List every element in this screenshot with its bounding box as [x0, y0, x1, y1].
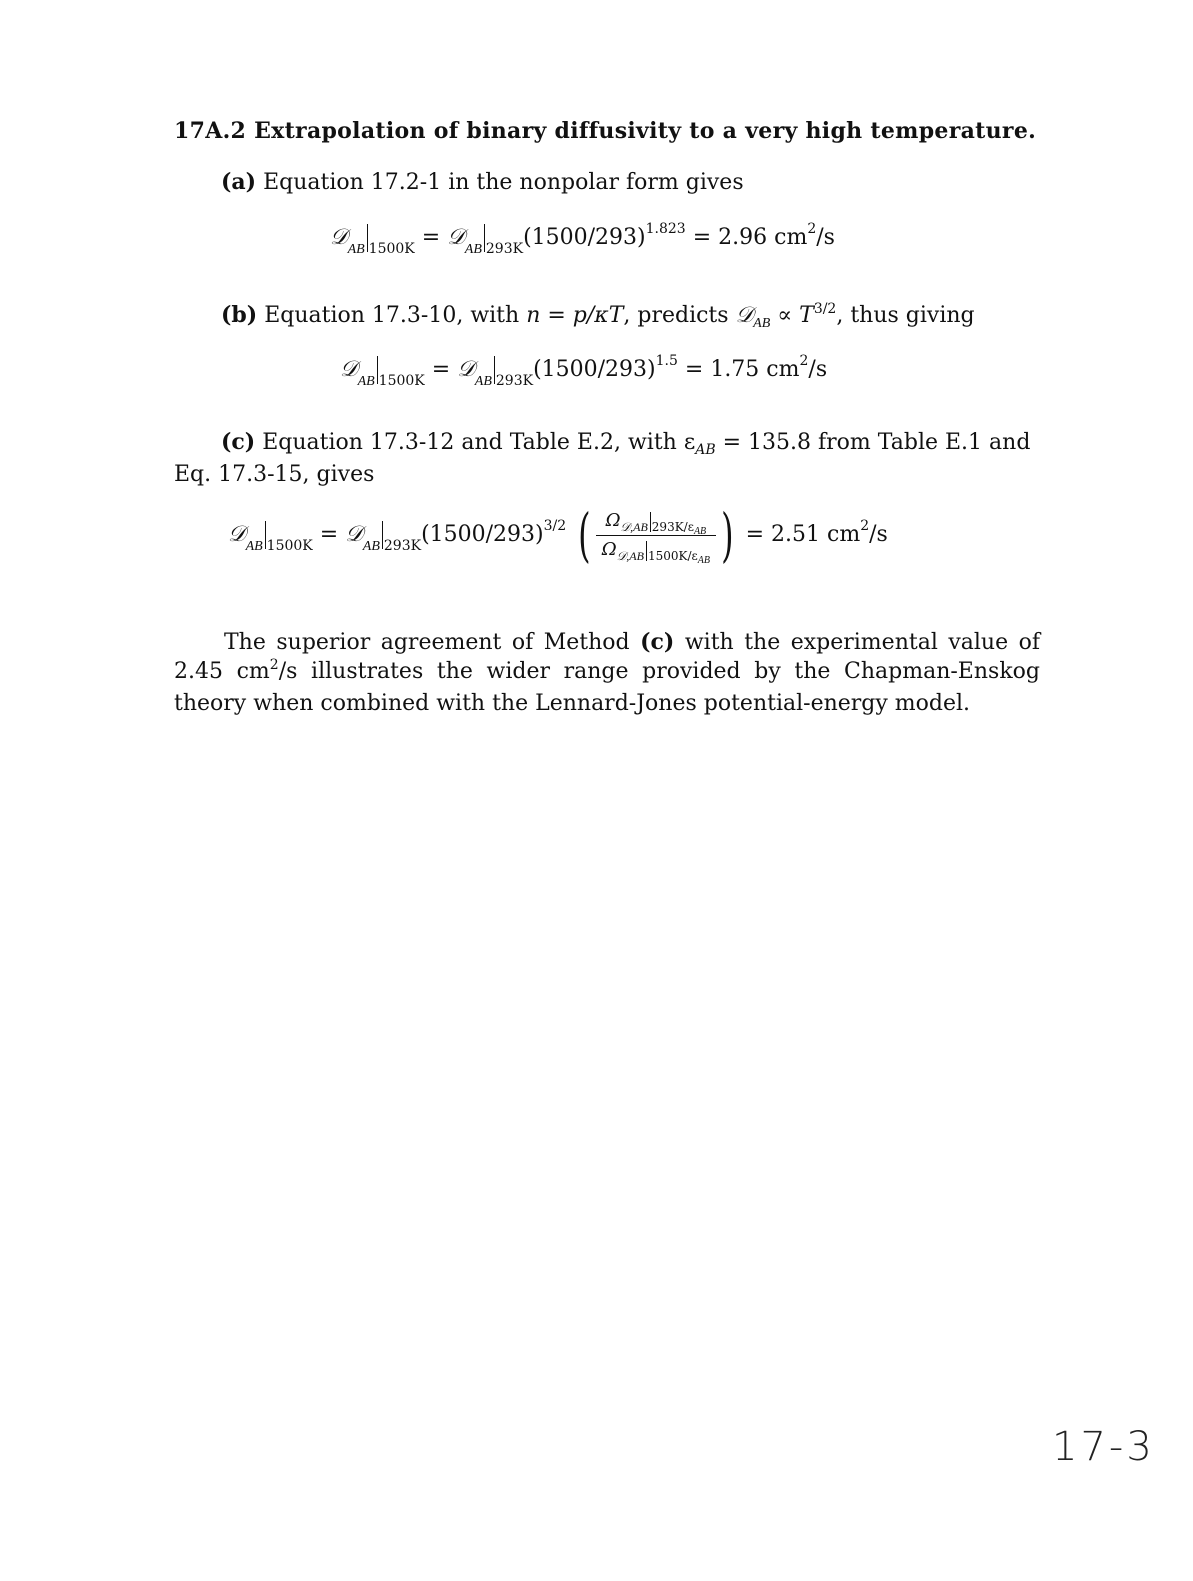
eq-a-exponent: 1.823: [645, 221, 686, 237]
part-b-text-2: , predicts: [623, 303, 729, 328]
eq-c-eval-bar: [265, 521, 266, 549]
eq-b-eval-bar-2: [494, 356, 495, 384]
eq-a-result-sup: 2: [807, 221, 817, 237]
eq-a-lhs-symbol: 𝒟: [330, 224, 348, 249]
conclusion-text-1: The superior agreement of Method: [224, 630, 641, 655]
eq-c-lhs-sub: AB: [245, 539, 263, 554]
part-c-text-1: Equation 17.3-12 and Table E.2, with ε: [262, 430, 696, 455]
equation-a: 𝒟$_{AB}$ $_{1500K}$ = 𝒟$_{AB}$ $_{293K}(1500/293)^{1.823} = 2.96$ $cm^2/s$: [330, 221, 835, 257]
part-b-text-3: , thus giving: [836, 303, 975, 328]
eq-c-den-sub: 𝒟,AB: [616, 548, 644, 563]
equation-b: 𝒟$_{AB}$ $_{1500K}$ = 𝒟$_{AB}$ $_{293K}(1500/293)^{1.5} = 1.75$ $cm^2/s$: [340, 353, 828, 389]
eq-a-rhs-eval: 293K: [485, 241, 524, 257]
conclusion-text-2: with the experimental value of 2.45 cm: [174, 630, 1040, 684]
eq-a-rhs-sub: AB: [464, 242, 482, 257]
part-b-prop-sub: AB: [753, 316, 771, 331]
eq-c-num-symbol: Ω: [605, 509, 621, 531]
eq-c-num-sub: 𝒟,AB: [620, 519, 648, 534]
eq-c-fraction: [596, 509, 716, 566]
conclusion-paragraph: [174, 628, 1040, 718]
eq-b-exponent: 1.5: [655, 353, 678, 369]
eq-c-result: = 2.51 cm: [745, 522, 861, 547]
eq-c-exponent: 3/2: [543, 518, 567, 534]
eq-c-den-symbol: Ω: [601, 538, 617, 560]
eq-b-result-unit: /s: [808, 357, 828, 382]
part-c-intro: [174, 428, 1040, 489]
eq-b-rhs-sub: AB: [474, 374, 492, 389]
eq-b-ratio: (1500/293): [533, 357, 656, 382]
eq-b-eval-bar: [377, 356, 378, 384]
eq-a-lhs-sub: AB: [347, 242, 365, 257]
part-b-intro: [221, 300, 975, 333]
eq-c-result-sup: 2: [860, 518, 870, 534]
part-b-text-1: Equation 17.3-10, with: [264, 303, 520, 328]
equation-c: 𝒟$_{AB}$ $_{1500K}$ = 𝒟$_{AB}$ $_{293K}(1500/293)^{3/2}$ ( $\frac{\Omega_{𝒟,AB} _{293K/\varepsilon AB}}{\Omega_{𝒟,AB} _{1500K/\varepsilon AB}}$ ) = 2.51 $cm^2/s$: [228, 501, 888, 569]
eq-c-ratio: (1500/293): [421, 522, 544, 547]
eq-c-numerator: [596, 510, 716, 536]
part-c-text-2: = 135.8 from Table E.1 and Eq. 17.3-15, gives: [174, 430, 1031, 487]
eq-c-rhs-eval: 293K: [383, 538, 422, 554]
eq-b-result-sup: 2: [799, 353, 809, 369]
eq-a-rhs-symbol: 𝒟: [447, 224, 465, 249]
eq-c-num-eval: 293K/ε: [651, 519, 694, 534]
eq-a-eval-bar-2: [484, 224, 485, 252]
eq-c-lhs-symbol: 𝒟: [228, 521, 246, 546]
part-b-prop-2: ∝ T: [770, 303, 814, 328]
eq-a-ratio: (1500/293): [523, 225, 646, 250]
eq-a-lhs-eval: 1500K: [368, 241, 415, 257]
eq-c-eval-bar-2: [382, 521, 383, 549]
eq-c-rhs-symbol: 𝒟: [345, 521, 363, 546]
conclusion-sup: 2: [269, 657, 279, 673]
part-c-label: (c): [221, 429, 256, 455]
eq-c-num-bar: [650, 512, 651, 532]
eq-c-num-eval-sub: AB: [693, 525, 707, 537]
eq-c-den-eval: 1500K/ε: [647, 548, 698, 563]
eq-b-result: = 1.75 cm: [684, 357, 800, 382]
part-b-prop-sup: 3/2: [813, 301, 837, 317]
eq-c-right-paren: ): [721, 501, 734, 569]
part-b-prop-symbol: 𝒟: [735, 302, 754, 327]
eq-c-den-eval-sub: AB: [697, 554, 710, 566]
eq-a-result-unit: /s: [816, 225, 835, 250]
eq-b-rhs-symbol: 𝒟: [457, 356, 475, 381]
eq-a-eval-bar: [367, 224, 368, 252]
conclusion-method: (c): [640, 629, 675, 655]
problem-heading: 17A.2 Extrapolation of binary diffusivity to a very high temperature.: [174, 118, 1037, 144]
eq-c-result-unit: /s: [869, 522, 888, 547]
part-a-label: (a): [221, 169, 257, 195]
part-c-text-sub: AB: [695, 442, 716, 458]
eq-c-left-paren: (: [578, 501, 591, 569]
eq-c-denominator: [596, 536, 716, 566]
eq-a-result: = 2.96 cm: [692, 225, 808, 250]
part-b-label: (b): [221, 302, 258, 328]
eq-c-rhs-sub: AB: [362, 539, 380, 554]
eq-b-rhs-eval: 293K: [495, 373, 534, 389]
page-number: 17-3: [1052, 1424, 1155, 1470]
eq-c-den-bar: [646, 541, 647, 561]
eq-b-lhs-symbol: 𝒟: [340, 356, 358, 381]
eq-b-lhs-sub: AB: [357, 374, 375, 389]
eq-b-lhs-eval: 1500K: [378, 373, 425, 389]
part-a-text: Equation 17.2-1 in the nonpolar form gives: [263, 170, 744, 195]
part-a-intro: [221, 168, 744, 197]
conclusion-text-3: /s illustrates the wider range provided by the Chapman-Enskog theory when combined with the Lennard-Jones potential-energy model.: [174, 659, 1040, 716]
eq-c-lhs-eval: 1500K: [266, 538, 313, 554]
part-b-math: n = p/κT: [526, 303, 624, 328]
